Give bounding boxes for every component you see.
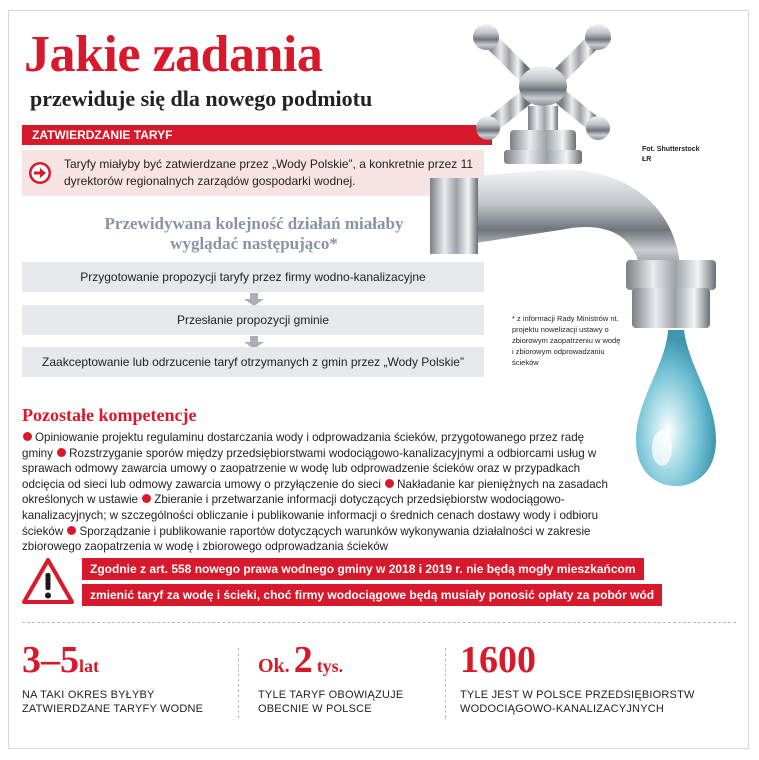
list-item: Nakładanie kar pieniężnych na zasadach określonych w ustawie <box>22 477 608 507</box>
stat-companies <box>460 640 730 716</box>
bullet-dot-icon <box>142 494 151 503</box>
arrow-right-icon <box>28 161 52 185</box>
stat-value: 1600 <box>460 639 536 681</box>
divider <box>22 622 736 623</box>
sequence-step: Zaakceptowanie lub odrzucenie taryf otrzymanych z gmin przez „Wody Polskie” <box>22 347 484 377</box>
bullet-dot-icon <box>23 432 32 441</box>
bullet-dot-icon <box>385 479 394 488</box>
warning-line: zmienić taryf za wodę i ścieki, choć firmy wodociągowe będą musiały ponosić opłaty za pobór wód <box>82 584 662 606</box>
stat-label: TYLE JEST W POLSCE PRZEDSIĘBIORSTW WODOCIĄGOWO-KANALIZACYJNYCH <box>460 689 695 715</box>
divider <box>238 648 239 718</box>
bullet-dot-icon <box>67 526 76 535</box>
page-subtitle: przewiduje się dla nowego podmiotu <box>30 86 373 111</box>
stat-tariffs <box>258 640 438 716</box>
photo-credit: Fot. Shutterstock ŁR <box>642 146 700 163</box>
warning-line: Zgodnie z art. 558 nowego prawa wodnego gminy w 2018 i 2019 r. nie będą mogły mieszkańcom <box>82 558 644 580</box>
competences-list <box>22 430 618 555</box>
bullet-dot-icon <box>57 448 66 457</box>
stat-value: 3–5lat <box>22 639 99 681</box>
sequence-step: Przesłanie propozycji gminie <box>22 305 484 335</box>
stat-label: TYLE TARYF OBOWIĄZUJE OBECNIE W POLSCE <box>258 689 404 715</box>
taryfy-text: Taryfy miałyby być zatwierdzane przez „Wody Polskie”, a konkretnie przez 11 dyrektorów regionalnych zarządów gospodarki wodnej. <box>64 157 474 188</box>
section-header-taryfy: ZATWIERDZANIE TARYF <box>22 125 492 145</box>
list-item: Rozstrzyganie sporów między przedsiębiorstwami wodociągowo-kanalizacyjnymi a odbiorcami usług w sprawach odmowy zawarcia umowy o zaopatrzenie w wodę lub odprowadzenie ścieków oraz w przypadkach odcięcia od sieci lub odmowy zawarcia umowy o przyłączenie do sieci <box>22 446 597 491</box>
sequence-title: Przewidywana kolejność działań miałaby wyglądać następująco* <box>104 214 404 253</box>
warning-icon <box>22 558 74 604</box>
page-title: Jakie zadania <box>24 26 323 83</box>
competences-title: Pozostałe kompetencje <box>22 405 197 425</box>
list-item: Sporządzanie i publikowanie raportów dotyczących warunków wykonywania działalności w zakresie zbiorowego zaopatrzenia w wodę i zbiorowego odprowadzania ścieków <box>22 524 591 554</box>
faucet-image <box>430 20 730 490</box>
stat-period <box>22 640 222 716</box>
sequence-step: Przygotowanie propozycji taryfy przez firmy wodno-kanalizacyjne <box>22 262 484 292</box>
footnote: * z informacji Rady Ministrów nt. projektu nowelizacji ustawy o zbiorowym zaopatrzeniu w wodę i zbiorowym odprowadzaniu ścieków <box>512 314 621 367</box>
list-item: Zbieranie i przetwarzanie informacji dotyczących przedsiębiorstw wodociągowo-kanalizacyjnych; w szczególności obliczanie i publikowanie informacji o średnich cenach dostawy wody i odbioru ścieków <box>22 493 599 538</box>
taryfy-info-box <box>22 150 484 196</box>
stat-value: Ok. 2 tys. <box>258 639 344 681</box>
list-item: Opiniowanie projektu regulaminu dostarczania wody i odprowadzania ścieków, przygotowanego przez radę gminy <box>22 431 585 460</box>
stat-label: NA TAKI OKRES BYŁYBY ZATWIERDZANE TARYFY WODNE <box>22 689 204 715</box>
divider <box>445 648 446 718</box>
